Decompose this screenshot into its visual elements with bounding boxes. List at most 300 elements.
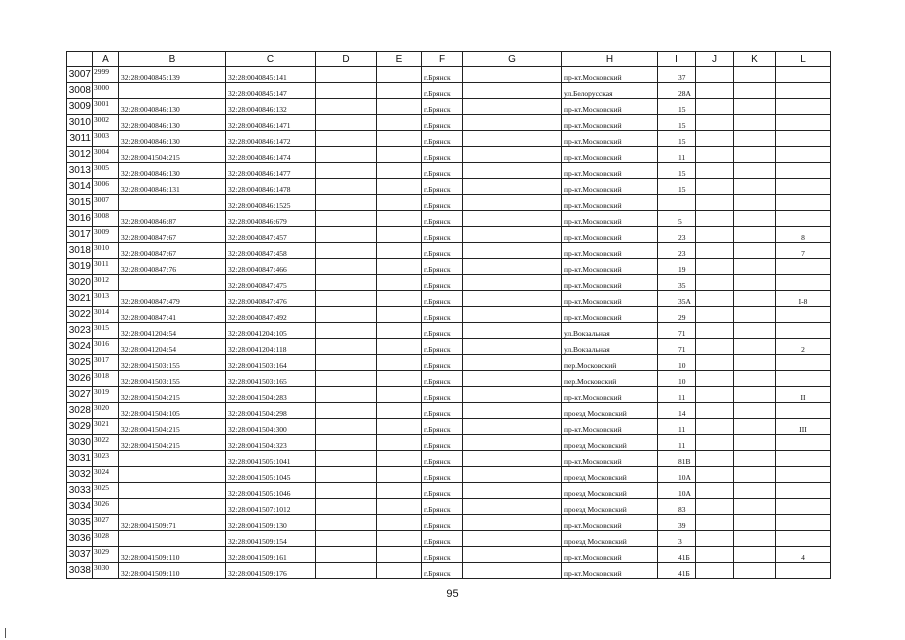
cell-d[interactable] [316,451,377,467]
cell-d[interactable] [316,115,377,131]
row-header[interactable]: 3027 [67,387,93,403]
cell-i[interactable] [658,195,696,211]
cell-h[interactable]: пр-кт.Московский [562,227,658,243]
cell-i[interactable]: 11 [658,147,696,163]
cell-b[interactable]: 32:28:0040846:130 [119,163,226,179]
cell-a[interactable]: 3006 [93,179,119,195]
cell-e[interactable] [377,227,422,243]
cell-b[interactable]: 32:28:0040847:76 [119,259,226,275]
cell-a[interactable]: 3020 [93,403,119,419]
cell-j[interactable] [696,435,734,451]
row-header[interactable]: 3034 [67,499,93,515]
row-header[interactable]: 3008 [67,83,93,99]
cell-g[interactable] [463,531,562,547]
cell-i[interactable]: 35 [658,275,696,291]
cell-h[interactable]: пер.Московский [562,355,658,371]
cell-l[interactable] [776,211,831,227]
cell-l[interactable]: 2 [776,339,831,355]
cell-k[interactable] [734,403,776,419]
cell-f[interactable]: г.Брянск [422,227,463,243]
cell-d[interactable] [316,195,377,211]
cell-c[interactable]: 32:28:0040847:475 [226,275,316,291]
cell-k[interactable] [734,227,776,243]
cell-j[interactable] [696,531,734,547]
cell-d[interactable] [316,371,377,387]
cell-h[interactable]: проезд Московский [562,483,658,499]
cell-l[interactable] [776,531,831,547]
cell-b[interactable]: 32:28:0041504:215 [119,419,226,435]
cell-d[interactable] [316,419,377,435]
column-header-l[interactable]: L [776,52,831,67]
row-header[interactable]: 3017 [67,227,93,243]
cell-g[interactable] [463,371,562,387]
cell-j[interactable] [696,227,734,243]
cell-e[interactable] [377,131,422,147]
cell-e[interactable] [377,403,422,419]
cell-k[interactable] [734,83,776,99]
cell-f[interactable]: г.Брянск [422,195,463,211]
cell-i[interactable]: 39 [658,515,696,531]
cell-k[interactable] [734,419,776,435]
cell-c[interactable]: 32:28:0041503:165 [226,371,316,387]
cell-j[interactable] [696,115,734,131]
cell-a[interactable]: 3030 [93,563,119,579]
row-header[interactable]: 3036 [67,531,93,547]
row-header[interactable]: 3021 [67,291,93,307]
cell-a[interactable]: 3004 [93,147,119,163]
cell-e[interactable] [377,387,422,403]
row-header[interactable]: 3035 [67,515,93,531]
cell-g[interactable] [463,291,562,307]
cell-c[interactable]: 32:28:0040846:1477 [226,163,316,179]
cell-c[interactable]: 32:28:0040847:458 [226,243,316,259]
cell-d[interactable] [316,563,377,579]
cell-h[interactable]: пр-кт.Московский [562,419,658,435]
column-header-c[interactable]: C [226,52,316,67]
cell-f[interactable]: г.Брянск [422,115,463,131]
cell-j[interactable] [696,211,734,227]
cell-j[interactable] [696,67,734,83]
cell-j[interactable] [696,195,734,211]
cell-l[interactable] [776,483,831,499]
cell-h[interactable]: пр-кт.Московский [562,211,658,227]
cell-c[interactable]: 32:28:0040846:1478 [226,179,316,195]
cell-h[interactable]: пр-кт.Московский [562,163,658,179]
cell-a[interactable]: 3018 [93,371,119,387]
cell-g[interactable] [463,499,562,515]
cell-i[interactable]: 23 [658,243,696,259]
cell-j[interactable] [696,339,734,355]
cell-e[interactable] [377,563,422,579]
cell-h[interactable]: пр-кт.Московский [562,547,658,563]
cell-b[interactable]: 32:28:0041504:215 [119,387,226,403]
cell-k[interactable] [734,531,776,547]
cell-a[interactable]: 3026 [93,499,119,515]
cell-h[interactable]: пр-кт.Московский [562,275,658,291]
cell-d[interactable] [316,291,377,307]
cell-k[interactable] [734,451,776,467]
cell-h[interactable]: проезд Московский [562,403,658,419]
cell-b[interactable]: 32:28:0041509:110 [119,547,226,563]
cell-l[interactable] [776,83,831,99]
cell-h[interactable]: пр-кт.Московский [562,147,658,163]
cell-b[interactable] [119,83,226,99]
cell-c[interactable]: 32:28:0041509:176 [226,563,316,579]
cell-g[interactable] [463,307,562,323]
cell-i[interactable]: 41Б [658,563,696,579]
cell-k[interactable] [734,179,776,195]
cell-b[interactable]: 32:28:0041503:155 [119,371,226,387]
cell-g[interactable] [463,355,562,371]
cell-c[interactable]: 32:28:0040846:679 [226,211,316,227]
cell-g[interactable] [463,211,562,227]
cell-f[interactable]: г.Брянск [422,563,463,579]
cell-h[interactable]: пер.Московский [562,371,658,387]
row-header[interactable]: 3031 [67,451,93,467]
cell-l[interactable] [776,355,831,371]
cell-g[interactable] [463,483,562,499]
cell-b[interactable] [119,467,226,483]
cell-l[interactable] [776,179,831,195]
cell-c[interactable]: 32:28:0041509:130 [226,515,316,531]
cell-f[interactable]: г.Брянск [422,147,463,163]
row-header[interactable]: 3030 [67,435,93,451]
cell-e[interactable] [377,259,422,275]
cell-a[interactable]: 3021 [93,419,119,435]
cell-i[interactable]: 23 [658,227,696,243]
cell-e[interactable] [377,515,422,531]
cell-a[interactable]: 3007 [93,195,119,211]
cell-k[interactable] [734,307,776,323]
cell-b[interactable]: 32:28:0041204:54 [119,339,226,355]
cell-j[interactable] [696,259,734,275]
cell-j[interactable] [696,419,734,435]
cell-i[interactable]: 37 [658,67,696,83]
cell-c[interactable]: 32:28:0041505:1045 [226,467,316,483]
cell-l[interactable] [776,195,831,211]
cell-l[interactable]: III [776,419,831,435]
cell-a[interactable]: 3014 [93,307,119,323]
cell-a[interactable]: 3027 [93,515,119,531]
cell-h[interactable]: пр-кт.Московский [562,131,658,147]
cell-j[interactable] [696,323,734,339]
cell-l[interactable] [776,115,831,131]
cell-e[interactable] [377,547,422,563]
cell-k[interactable] [734,291,776,307]
cell-c[interactable]: 32:28:0040845:141 [226,67,316,83]
cell-f[interactable]: г.Брянск [422,467,463,483]
cell-e[interactable] [377,419,422,435]
cell-i[interactable]: 35А [658,291,696,307]
cell-i[interactable]: 11 [658,419,696,435]
cell-k[interactable] [734,467,776,483]
cell-b[interactable]: 32:28:0040846:130 [119,99,226,115]
cell-d[interactable] [316,387,377,403]
cell-f[interactable]: г.Брянск [422,163,463,179]
row-header[interactable]: 3024 [67,339,93,355]
cell-h[interactable]: пр-кт.Московский [562,387,658,403]
cell-f[interactable]: г.Брянск [422,243,463,259]
cell-h[interactable]: ул.Белорусская [562,83,658,99]
cell-k[interactable] [734,243,776,259]
cell-l[interactable]: 8 [776,227,831,243]
cell-k[interactable] [734,435,776,451]
cell-g[interactable] [463,435,562,451]
cell-i[interactable]: 15 [658,115,696,131]
row-header[interactable]: 3009 [67,99,93,115]
cell-l[interactable]: 4 [776,547,831,563]
cell-h[interactable]: проезд Московский [562,435,658,451]
cell-g[interactable] [463,323,562,339]
cell-d[interactable] [316,67,377,83]
cell-f[interactable]: г.Брянск [422,307,463,323]
cell-j[interactable] [696,179,734,195]
cell-b[interactable]: 32:28:0041509:110 [119,563,226,579]
cell-d[interactable] [316,211,377,227]
cell-h[interactable]: пр-кт.Московский [562,195,658,211]
cell-l[interactable] [776,515,831,531]
cell-g[interactable] [463,195,562,211]
cell-i[interactable]: 19 [658,259,696,275]
cell-j[interactable] [696,355,734,371]
cell-h[interactable]: проезд Московский [562,531,658,547]
cell-g[interactable] [463,419,562,435]
cell-i[interactable]: 3 [658,531,696,547]
cell-d[interactable] [316,355,377,371]
cell-d[interactable] [316,227,377,243]
cell-j[interactable] [696,483,734,499]
cell-g[interactable] [463,339,562,355]
row-header[interactable]: 3015 [67,195,93,211]
cell-j[interactable] [696,291,734,307]
column-header-a[interactable]: A [93,52,119,67]
cell-k[interactable] [734,147,776,163]
cell-e[interactable] [377,435,422,451]
cell-a[interactable]: 3015 [93,323,119,339]
cell-l[interactable] [776,323,831,339]
column-header-e[interactable]: E [377,52,422,67]
cell-i[interactable]: 11 [658,435,696,451]
cell-b[interactable] [119,275,226,291]
row-header[interactable]: 3011 [67,131,93,147]
cell-i[interactable]: 15 [658,179,696,195]
cell-j[interactable] [696,147,734,163]
cell-e[interactable] [377,451,422,467]
cell-c[interactable]: 32:28:0040847:492 [226,307,316,323]
cell-h[interactable]: пр-кт.Московский [562,67,658,83]
cell-l[interactable]: II [776,387,831,403]
cell-g[interactable] [463,227,562,243]
cell-b[interactable] [119,499,226,515]
cell-f[interactable]: г.Брянск [422,435,463,451]
cell-e[interactable] [377,499,422,515]
row-header[interactable]: 3022 [67,307,93,323]
cell-d[interactable] [316,323,377,339]
cell-i[interactable]: 10А [658,483,696,499]
cell-g[interactable] [463,403,562,419]
cell-b[interactable]: 32:28:0041204:54 [119,323,226,339]
row-header[interactable]: 3038 [67,563,93,579]
cell-c[interactable]: 32:28:0041504:300 [226,419,316,435]
cell-j[interactable] [696,163,734,179]
cell-b[interactable]: 32:28:0041503:155 [119,355,226,371]
cell-a[interactable]: 3002 [93,115,119,131]
cell-h[interactable]: пр-кт.Московский [562,563,658,579]
cell-e[interactable] [377,163,422,179]
cell-a[interactable]: 3016 [93,339,119,355]
cell-c[interactable]: 32:28:0041509:161 [226,547,316,563]
cell-f[interactable]: г.Брянск [422,259,463,275]
cell-l[interactable] [776,99,831,115]
cell-c[interactable]: 32:28:0041509:154 [226,531,316,547]
cell-i[interactable]: 81В [658,451,696,467]
cell-h[interactable]: ул.Вокзальная [562,339,658,355]
cell-b[interactable]: 32:28:0041509:71 [119,515,226,531]
cell-f[interactable]: г.Брянск [422,323,463,339]
cell-l[interactable]: I-8 [776,291,831,307]
row-header[interactable]: 3019 [67,259,93,275]
cell-c[interactable]: 32:28:0041503:164 [226,355,316,371]
cell-e[interactable] [377,147,422,163]
cell-g[interactable] [463,243,562,259]
cell-k[interactable] [734,355,776,371]
cell-e[interactable] [377,179,422,195]
cell-d[interactable] [316,83,377,99]
cell-i[interactable]: 15 [658,131,696,147]
cell-j[interactable] [696,83,734,99]
row-header[interactable]: 3025 [67,355,93,371]
cell-i[interactable]: 10А [658,467,696,483]
cell-h[interactable]: пр-кт.Московский [562,115,658,131]
cell-l[interactable]: 7 [776,243,831,259]
cell-j[interactable] [696,387,734,403]
cell-i[interactable]: 14 [658,403,696,419]
cell-h[interactable]: пр-кт.Московский [562,515,658,531]
cell-g[interactable] [463,387,562,403]
cell-f[interactable]: г.Брянск [422,419,463,435]
cell-h[interactable]: пр-кт.Московский [562,243,658,259]
cell-a[interactable]: 3010 [93,243,119,259]
cell-b[interactable] [119,531,226,547]
cell-l[interactable] [776,275,831,291]
cell-e[interactable] [377,531,422,547]
cell-g[interactable] [463,467,562,483]
column-header-b[interactable]: B [119,52,226,67]
cell-f[interactable]: г.Брянск [422,515,463,531]
cell-f[interactable]: г.Брянск [422,211,463,227]
cell-k[interactable] [734,387,776,403]
cell-a[interactable]: 3009 [93,227,119,243]
cell-e[interactable] [377,243,422,259]
cell-l[interactable] [776,307,831,323]
cell-e[interactable] [377,115,422,131]
cell-a[interactable]: 3011 [93,259,119,275]
cell-c[interactable]: 32:28:0041204:118 [226,339,316,355]
cell-e[interactable] [377,483,422,499]
cell-c[interactable]: 32:28:0040847:476 [226,291,316,307]
cell-i[interactable]: 5 [658,211,696,227]
cell-l[interactable] [776,451,831,467]
cell-i[interactable]: 28А [658,83,696,99]
cell-a[interactable]: 3029 [93,547,119,563]
cell-j[interactable] [696,515,734,531]
cell-j[interactable] [696,499,734,515]
cell-g[interactable] [463,563,562,579]
cell-d[interactable] [316,403,377,419]
cell-j[interactable] [696,403,734,419]
cell-h[interactable]: пр-кт.Московский [562,291,658,307]
cell-d[interactable] [316,515,377,531]
cell-j[interactable] [696,275,734,291]
cell-l[interactable] [776,435,831,451]
cell-e[interactable] [377,195,422,211]
cell-f[interactable]: г.Брянск [422,499,463,515]
cell-a[interactable]: 3005 [93,163,119,179]
cell-d[interactable] [316,467,377,483]
cell-c[interactable]: 32:28:0041505:1046 [226,483,316,499]
column-header-d[interactable]: D [316,52,377,67]
cell-i[interactable]: 10 [658,371,696,387]
column-header-h[interactable]: H [562,52,658,67]
cell-g[interactable] [463,275,562,291]
cell-h[interactable]: проезд Московский [562,467,658,483]
cell-l[interactable] [776,499,831,515]
cell-f[interactable]: г.Брянск [422,99,463,115]
cell-h[interactable]: пр-кт.Московский [562,259,658,275]
cell-e[interactable] [377,467,422,483]
cell-c[interactable]: 32:28:0040845:147 [226,83,316,99]
cell-b[interactable] [119,483,226,499]
row-header[interactable]: 3014 [67,179,93,195]
cell-a[interactable]: 3028 [93,531,119,547]
cell-k[interactable] [734,131,776,147]
row-header[interactable]: 3037 [67,547,93,563]
cell-k[interactable] [734,483,776,499]
cell-b[interactable]: 32:28:0041504:215 [119,147,226,163]
cell-l[interactable] [776,467,831,483]
cell-f[interactable]: г.Брянск [422,403,463,419]
cell-e[interactable] [377,291,422,307]
cell-i[interactable]: 71 [658,323,696,339]
row-header[interactable]: 3029 [67,419,93,435]
cell-e[interactable] [377,211,422,227]
cell-d[interactable] [316,531,377,547]
cell-k[interactable] [734,163,776,179]
cell-b[interactable]: 32:28:0040845:139 [119,67,226,83]
cell-a[interactable]: 3008 [93,211,119,227]
cell-b[interactable]: 32:28:0041504:215 [119,435,226,451]
cell-h[interactable]: пр-кт.Московский [562,99,658,115]
cell-c[interactable]: 32:28:0041204:105 [226,323,316,339]
cell-g[interactable] [463,99,562,115]
cell-e[interactable] [377,307,422,323]
cell-i[interactable]: 15 [658,163,696,179]
cell-a[interactable]: 3022 [93,435,119,451]
cell-a[interactable]: 3012 [93,275,119,291]
cell-l[interactable] [776,131,831,147]
cell-c[interactable]: 32:28:0041507:1012 [226,499,316,515]
cell-d[interactable] [316,339,377,355]
cell-i[interactable]: 83 [658,499,696,515]
row-header[interactable]: 3007 [67,67,93,83]
cell-b[interactable] [119,451,226,467]
cell-l[interactable] [776,259,831,275]
cell-c[interactable]: 32:28:0040846:132 [226,99,316,115]
cell-i[interactable]: 11 [658,387,696,403]
cell-h[interactable]: проезд Московский [562,499,658,515]
cell-f[interactable]: г.Брянск [422,547,463,563]
cell-k[interactable] [734,115,776,131]
